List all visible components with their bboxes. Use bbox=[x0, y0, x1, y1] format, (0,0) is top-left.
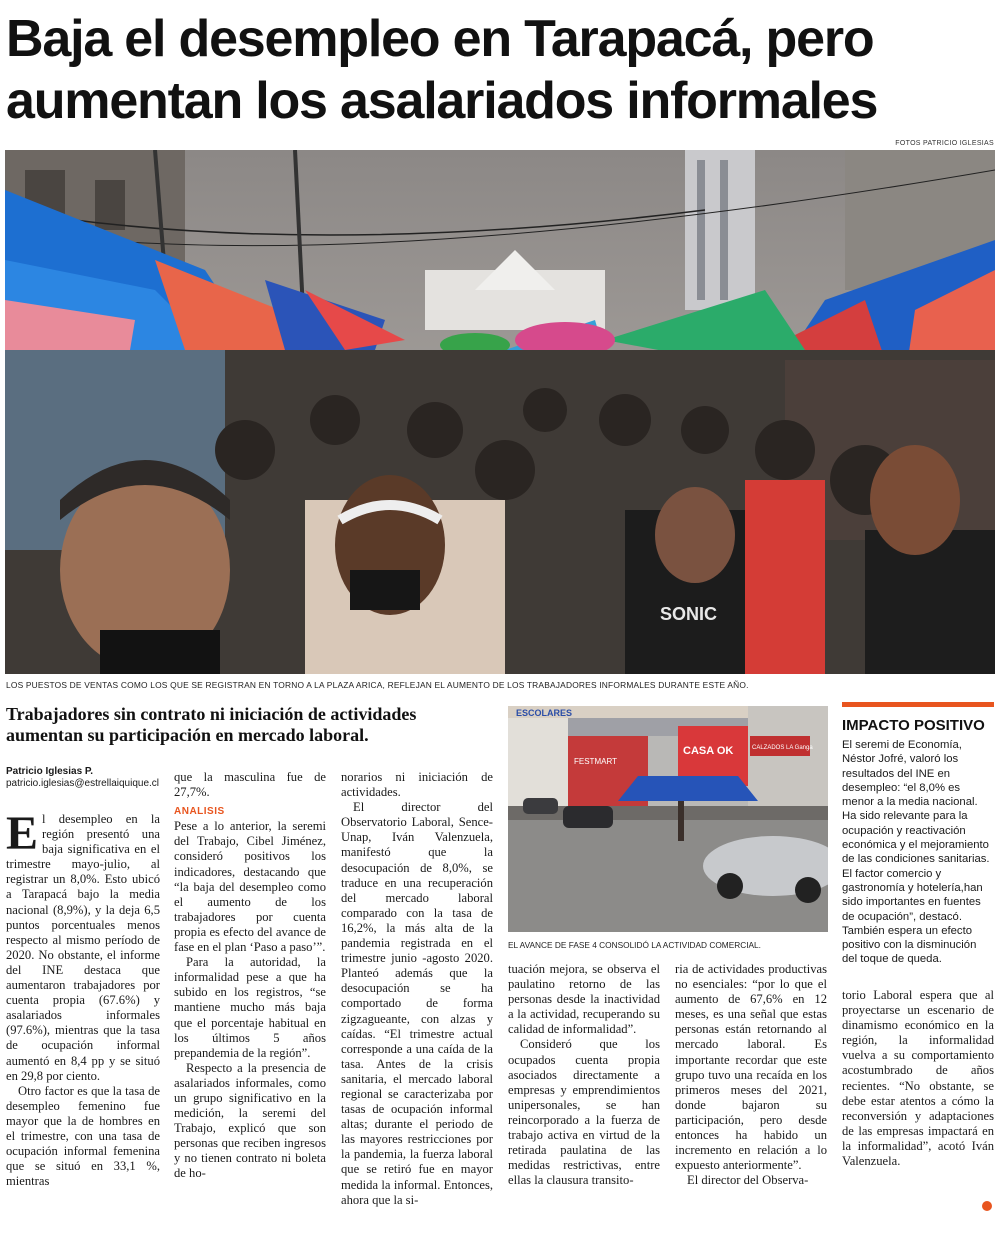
author-email: patricio.iglesias@estrellaiquique.cl bbox=[6, 778, 160, 789]
paragraph: Para la autoridad, la informalidad pese a que ha subido en los registros, “se mantiene mucho más baja que el porcentaje habitual en los últimos 5 años prepandemia de la región”. bbox=[174, 955, 326, 1060]
paragraph: Consideró que los ocupados cuenta propia asociados directamente a empresas y emprendimientos unipersonales, se han reincorporado a la fuerza de trabajo activa en virtud de la retirada paulatina de las medidas restrictivas, entre ellas la clausura transito- bbox=[508, 1037, 660, 1188]
sign-text: CASA OK bbox=[683, 745, 734, 757]
paragraph: norarios ni iniciación de actividades. bbox=[341, 770, 493, 800]
paragraph: l desempleo en la región presentó una baja significativa en el trimestre mayo-julio, al registrar un 8,0%. Esto ubicó a Tarapacá bajo la media nacional (8,9%), y la deja 6,5 puntos porcentuales menos respecto al mismo período de 2020. No obstante, el informe del INE destaca que aumentaron trabajadores por cuenta propia (67.6%) y asalariados informales (97.6%), mientras que la tasa de ocupación informal aumentó en 8,4 pp y se situó en 29,8 por ciento. bbox=[6, 812, 160, 1083]
article-column-5 bbox=[675, 962, 827, 1188]
photo-credit: FOTOS PATRICIO IGLESIAS bbox=[895, 140, 994, 147]
paragraph: tuación mejora, se observa el paulatino retorno de las personas desde la inactividad a la actividad, recuperando su calidad de informalidad”. bbox=[508, 962, 660, 1037]
subhead: Trabajadores sin contrato ni iniciación de actividades aumentan su participación en mercado laboral. bbox=[6, 704, 417, 745]
article-column-4 bbox=[508, 962, 660, 1188]
author-name: Patricio Iglesias P. bbox=[6, 766, 94, 777]
sign-text: ESCOLARES bbox=[516, 708, 573, 718]
sign-text: CALZADOS LA Ganga bbox=[752, 745, 813, 751]
shirt-text: SONIC bbox=[660, 604, 718, 624]
byline bbox=[6, 766, 166, 790]
paragraph: Pese a lo anterior, la seremi del Trabajo, Cibel Jiménez, consideró positivos los indicadores, destacando que “la baja del desempleo como el aumento de los trabajadores por cuenta propia es efecto del avance de fase en el plan ‘Paso a paso’”. bbox=[174, 819, 326, 955]
main-photo bbox=[5, 150, 995, 674]
second-photo-caption: EL AVANCE DE FASE 4 CONSOLIDÓ LA ACTIVIDAD COMERCIAL. bbox=[508, 940, 761, 950]
paragraph: Otro factor es que la tasa de desempleo femenino fue mayor que la de hombres en el trimestre, con una tasa de ocupación informal femenina que se situó en 33,1 %, mientras bbox=[6, 1083, 160, 1189]
drop-cap: E bbox=[6, 807, 39, 860]
end-mark-icon bbox=[982, 1201, 992, 1211]
sidebar-box bbox=[842, 702, 994, 972]
second-photo bbox=[508, 706, 828, 932]
section-label: ANALISIS bbox=[174, 806, 225, 818]
paragraph: Respecto a la presencia de asalariados informales, como un grupo significativo en la medición, la seremi del Trabajo, explicó que son personas que reciben ingresos y no tienen contrato ni boleta de ho- bbox=[174, 1060, 326, 1181]
article-column-1 bbox=[6, 807, 160, 1189]
article-column-3 bbox=[341, 770, 493, 1208]
article-column-2 bbox=[174, 770, 326, 1182]
paragraph: ria de actividades productivas no esenciales: “por lo que el aumento de 67,6% en 12 meses, es una señal que estas personas están retornando al mercado laboral. Es importante recordar que este grupo tuvo una recaída en los primeros meses del 2021, donde bajaron su participación, pero desde entonces ha habido un incremento en relación a lo expuesto anteriormente”. bbox=[675, 962, 827, 1173]
main-photo-caption: LOS PUESTOS DE VENTAS COMO LOS QUE SE REGISTRAN EN TORNO A LA PLAZA ARICA, REFLEJAN EL AUMENTO DE LOS TRABAJADORES INFORMALES DURANTE ESTE AÑO. bbox=[6, 680, 749, 690]
paragraph: torio Laboral espera que al proyectarse un escenario de dinamismo económico en la región, la informalidad vuelva a su comportamiento acostumbrado de años recientes. “No obstante, se debe estar atentos a cómo la reconversión y adaptaciones de las empresas impactará en la informalidad”, acotó Iván Valenzuela. bbox=[842, 988, 994, 1169]
paragraph: El director del Observa- bbox=[687, 1173, 809, 1188]
accent-bar bbox=[842, 702, 994, 707]
article-column-6 bbox=[842, 988, 994, 1169]
headline: Baja el desempleo en Tarapacá, pero aumentan los asalariados informales bbox=[6, 10, 878, 130]
sidebar-title: IMPACTO POSITIVO bbox=[842, 717, 985, 734]
paragraph: El director del Observatorio Laboral, Sence-Unap, Iván Valenzuela, manifestó que la desocupación de 8,0%, se traduce en una recuperación del mercado laboral comparado con la tasa de 16,2%, la más alta de la pandemia registrada en el trimestre junio -agosto 2020. Planteó además que la desocupación se ha comportado de forma zigzagueante, con alzas y caídas. “El trimestre actual corresponde a una caída de la tasa. Antes de la crisis sanitaria, el mercado laboral regional se caracterizaba por tasas de ocupación informal altas; durante el periodo de las mayores restricciones por la pandemia, la fuerza laboral que se retiró fue en mayor medida la informal. Entonces, ahora que la si- bbox=[341, 800, 493, 1207]
sign-text: FESTMART bbox=[574, 757, 617, 766]
sidebar-text: El seremi de Economía, Néstor Jofré, valoró los resultados del INE en desempleo: “el 8,0% es menor a la media nacional. Ha sido relevante para la ocupación y reactivación económica y el mejoramiento de las condiciones sanitarias. El factor comercio y gastronomía y hotelería,han sido importantes en fuentes de ocupación”, destacó. También espera un efecto positivo con la disminución del toque de queda. bbox=[842, 739, 990, 966]
paragraph: que la masculina fue de 27,7%. bbox=[174, 770, 326, 800]
